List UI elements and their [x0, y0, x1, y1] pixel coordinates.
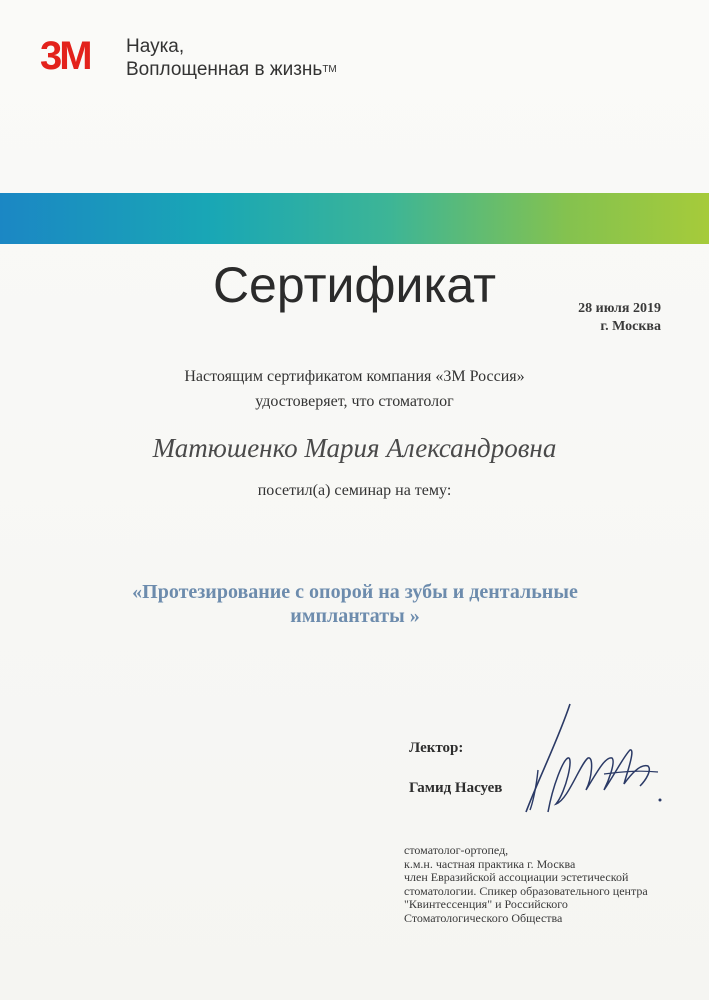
tagline-line-1: Наука,: [126, 36, 185, 57]
bio-line: стоматолог-ортопед,: [404, 843, 509, 857]
attended-seminar-text: посетил(а) семинар на тему:: [257, 482, 452, 499]
bio-line: член Евразийской ассоциации эстетической: [404, 870, 629, 884]
certificate-date: 28 июля 2019: [578, 301, 661, 316]
trademark-mark: TM: [322, 64, 337, 75]
intro-line-2: удостоверяет, что стоматолог: [255, 393, 454, 410]
recipient-name: Матюшенко Мария Александровна: [152, 433, 557, 463]
tagline-line-2-text: Воплощенная в жизнь: [126, 59, 323, 80]
bio-line: к.м.н. частная практика г. Москва: [404, 856, 576, 871]
bio-line: стоматологии. Спикер образовательного центра: [404, 883, 648, 898]
certificate-title: Сертификат: [212, 257, 497, 313]
topic-line-2: имплантаты »: [290, 605, 420, 627]
lecturer-label: Лектор:: [409, 740, 464, 756]
3m-logo: 3M: [40, 34, 90, 78]
bio-line: "Квинтессенция" и Российского: [404, 897, 568, 911]
intro-text: [0, 364, 709, 414]
intro-line-1: Настоящим сертификатом компания «3М Россия»: [184, 368, 525, 385]
topic-line-1: «Протезирование с опорой на зубы и дентальные: [132, 581, 578, 603]
lecturer-name: Гамид Насуев: [409, 780, 503, 796]
tagline-line-2: [126, 58, 337, 81]
seminar-topic: [80, 580, 630, 628]
brand-tagline: [126, 35, 337, 81]
date-place-block: [578, 300, 661, 336]
bio-line: Стоматологического Общества: [404, 910, 563, 925]
color-gradient-band: [0, 193, 709, 244]
handwritten-signature: [508, 700, 668, 820]
certificate-place: г. Москва: [600, 319, 661, 334]
lecturer-bio: [404, 844, 674, 925]
